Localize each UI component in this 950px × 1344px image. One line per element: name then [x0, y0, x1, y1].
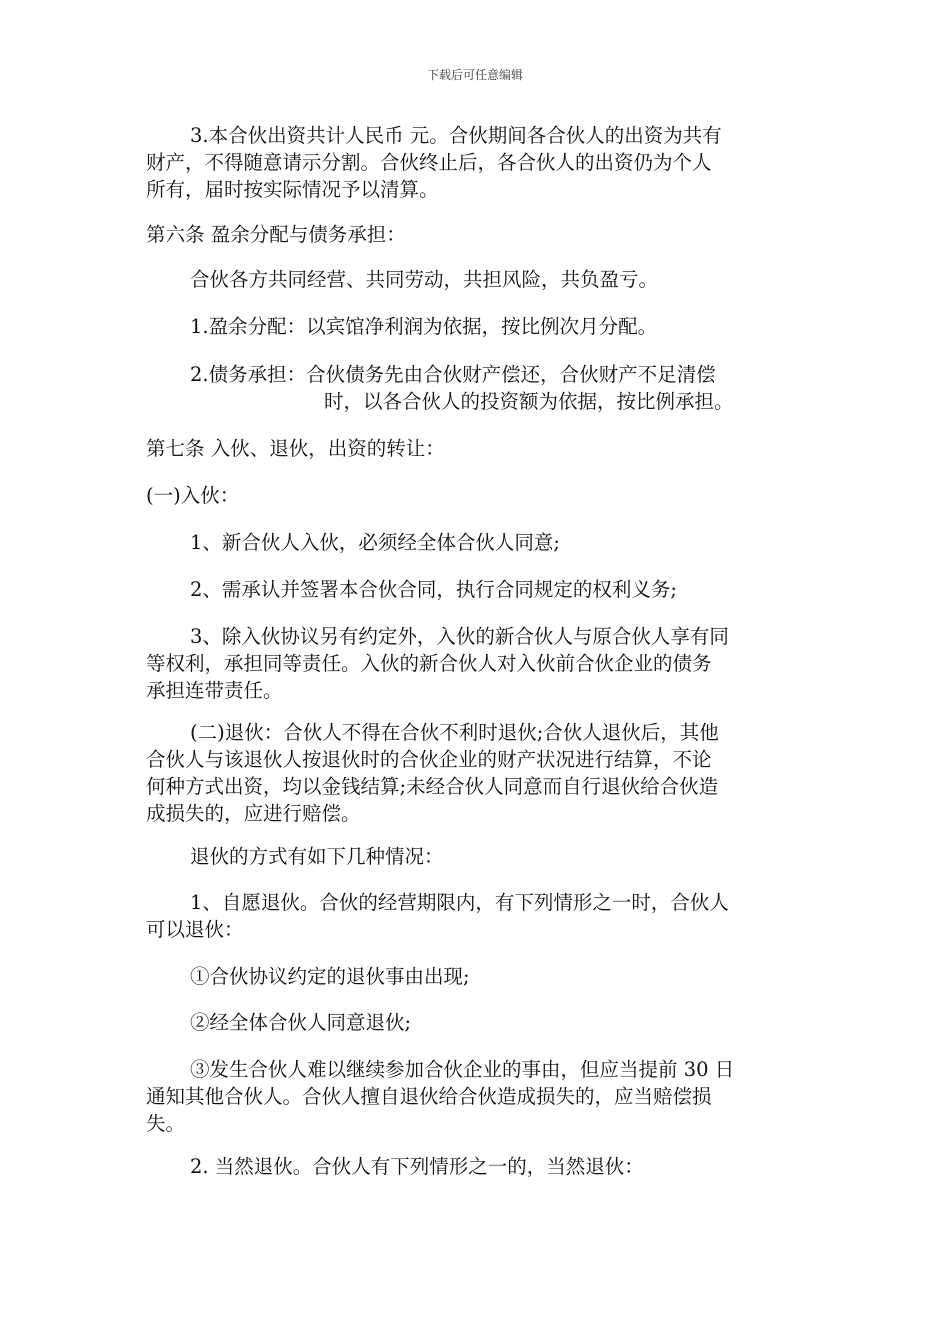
header-note: 下载后可任意编辑: [426, 68, 523, 82]
paragraph-voluntary-withdrawal: [146, 889, 806, 943]
text-line: 失。: [146, 1112, 186, 1135]
text-line: 承担连带责任。: [146, 679, 283, 702]
text-line: 合伙人与该退伙人按退伙时的合伙企业的财产状况进行结算，不论: [146, 748, 712, 771]
paragraph-debt-bearing: [146, 361, 806, 415]
text-line: (一)入伙：: [146, 484, 240, 507]
paragraph-join-item-3: [146, 623, 806, 704]
text-line: 通知其他合伙人。合伙人擅自退伙给合伙造成损失的，应当赔偿损: [146, 1085, 712, 1108]
paragraph-withdrawal: [146, 719, 806, 827]
text-line: 合伙各方共同经营、共同劳动，共担风险，共负盈亏。: [190, 268, 659, 291]
paragraph-shared-risk: [146, 266, 806, 293]
paragraph-condition-1: [146, 963, 806, 990]
text-line: 第六条 盈余分配与债务承担：: [146, 223, 406, 246]
section-joining-heading: [146, 482, 806, 509]
text-line: (二)退伙：合伙人不得在合伙不利时退伙;合伙人退伙后，其他: [190, 721, 719, 744]
paragraph-join-item-1: [146, 529, 806, 556]
paragraph-automatic-withdrawal: [146, 1153, 806, 1180]
paragraph-join-item-2: [146, 576, 806, 603]
text-line: 成损失的，应进行赔偿。: [146, 802, 361, 825]
text-line: 1.盈余分配：以宾馆净利润为依据，按比例次月分配。: [190, 315, 658, 338]
text-line: 财产，不得随意请示分割。合伙终止后，各合伙人的出资仍为个人: [146, 151, 712, 174]
article-7-heading: [146, 435, 806, 462]
text-line: 所有，届时按实际情况予以清算。: [146, 178, 439, 201]
text-line: 第七条 入伙、退伙，出资的转让：: [146, 437, 445, 460]
paragraph-capital-contribution: [146, 122, 806, 203]
text-line: 3.本合伙出资共计人民币 元。合伙期间各合伙人的出资为共有: [190, 124, 722, 147]
text-line: 退伙的方式有如下几种情况：: [190, 845, 444, 868]
text-line: ③发生合伙人难以继续参加合伙企业的事由，但应当提前 30 日: [190, 1058, 735, 1081]
text-line: 何种方式出资，均以金钱结算;未经合伙人同意而自行退伙给合伙造: [146, 775, 719, 798]
text-line: 2、需承认并签署本合伙合同，执行合同规定的权利义务;: [190, 578, 677, 601]
text-line: 1、新合伙人入伙，必须经全体合伙人同意;: [190, 531, 560, 554]
text-line: 时，以各合伙人的投资额为依据，按比例承担。: [324, 390, 734, 413]
text-line: 2.债务承担：合伙债务先由合伙财产偿还，合伙财产不足清偿: [190, 363, 716, 386]
text-line: ①合伙协议约定的退伙事由出现;: [190, 965, 470, 988]
text-line: 3、除入伙协议另有约定外，入伙的新合伙人与原合伙人享有同: [190, 625, 729, 648]
paragraph-profit-distribution: [146, 313, 806, 340]
article-6-heading: [146, 221, 806, 248]
text-line: ②经全体合伙人同意退伙;: [190, 1011, 412, 1034]
paragraph-condition-2: [146, 1009, 806, 1036]
paragraph-withdrawal-methods: [146, 843, 806, 870]
text-line: 1、自愿退伙。合伙的经营期限内，有下列情形之一时，合伙人: [190, 891, 729, 914]
paragraph-condition-3: [146, 1056, 806, 1137]
text-line: 等权利，承担同等责任。入伙的新合伙人对入伙前合伙企业的债务: [146, 652, 712, 675]
text-line: 2. 当然退伙。合伙人有下列情形之一的，当然退伙：: [190, 1155, 644, 1178]
text-line: 可以退伙：: [146, 918, 244, 941]
